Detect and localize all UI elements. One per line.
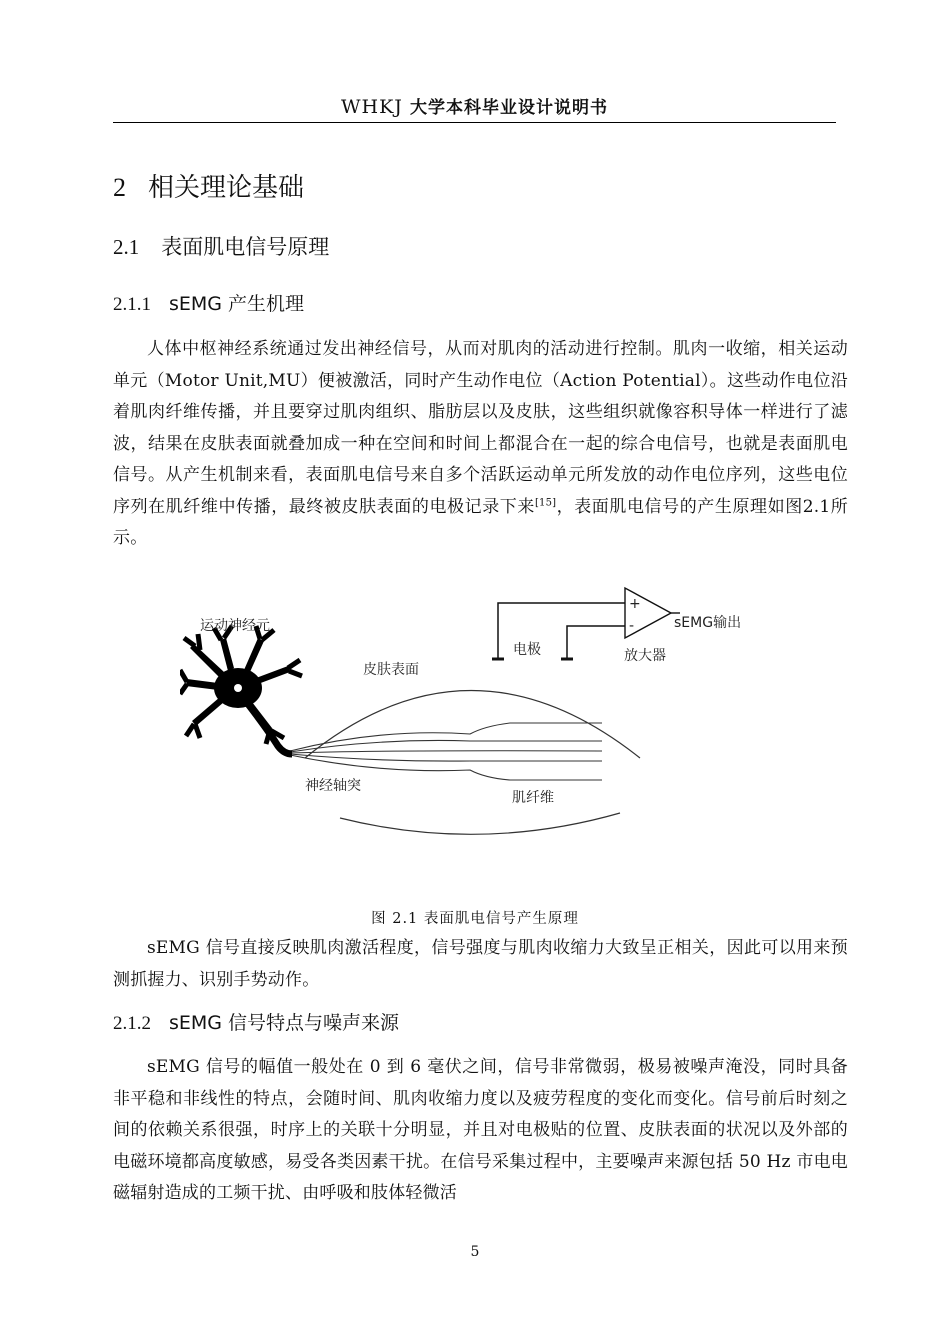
paragraph-text: sEMG 信号直接反映肌肉激活程度，信号强度与肌肉收缩力大致呈正相关，因此可以用来预测抓握力、识别手势动作。 (113, 938, 848, 990)
muscle-bottom-arc (340, 813, 620, 834)
label-motor-neuron: 运动神经元 (200, 618, 270, 634)
subsection-heading-2 (113, 1009, 399, 1038)
header-prefix: WHKJ (341, 96, 403, 118)
figure-semg-principle (180, 578, 770, 878)
label-axon: 神经轴突 (305, 778, 361, 794)
amplifier-minus: - (629, 618, 635, 634)
paragraph-semg-application (113, 933, 848, 996)
figure-caption: 图 2.1 表面肌电信号产生原理 (371, 911, 579, 927)
skin-surface-arc (305, 691, 640, 759)
chapter-title: 相关理论基础 (148, 173, 305, 203)
label-semg-output: sEMG输出 (674, 615, 742, 631)
muscle-fibers (290, 723, 602, 780)
label-electrode: 电极 (513, 642, 541, 658)
subsection-number: 2.1.1 (113, 294, 151, 315)
subsection-title: sEMG 信号特点与噪声来源 (169, 1012, 400, 1034)
citation: [15] (534, 496, 557, 508)
semg-diagram (180, 578, 770, 878)
chapter-heading (113, 170, 304, 206)
paragraph-semg-mechanism (113, 334, 848, 555)
paragraph-semg-characteristics (113, 1052, 848, 1210)
label-muscle-fiber: 肌纤维 (512, 790, 554, 806)
neuron-nucleus (234, 684, 242, 692)
label-amplifier: 放大器 (624, 648, 666, 664)
subsection-title: sEMG 产生机理 (169, 293, 305, 315)
section-heading (113, 232, 329, 262)
amplifier-plus: + (629, 596, 641, 612)
paragraph-tail: ，表面肌电信号的产生原理如图2.1所示。 (113, 496, 848, 548)
page-header (113, 92, 836, 123)
header-title: 大学本科毕业设计说明书 (409, 98, 608, 118)
paragraph-text: sEMG 信号的幅值一般处在 0 到 6 毫伏之间，信号非常微弱，极易被噪声淹没，同时具备非平稳和非线性的特点，会随时间、肌肉收缩力度以及疲劳程度的变化而变化。信号前后时刻之间的依赖关系很强，时序上的关联十分明显，并且对电极贴的位置、皮肤表面的状况以及外部的电磁环境都高度敏感，易受各类因素干扰。在信号采集过程中，主要噪声来源包括 50 Hz 市电电磁辐射造成的工频干扰、由呼吸和肢体轻微活 (113, 1057, 848, 1203)
chapter-number: 2 (113, 173, 126, 202)
label-skin-surface: 皮肤表面 (363, 662, 419, 678)
electrodes (492, 603, 625, 659)
subsection-heading-1 (113, 290, 304, 319)
section-title: 表面肌电信号原理 (161, 235, 330, 259)
paragraph-text: 人体中枢神经系统通过发出神经信号，从而对肌肉的活动进行控制。肌肉一收缩，相关运动单元（Motor Unit,MU）便被激活，同时产生动作电位（Action Potential）。这些动作电位沿着肌肉纤维传播，并且要穿过肌肉组织、脂肪层以及皮肤，这些组织就像容积导体一样进行了滤波，结果在皮肤表面就叠加成一种在空间和时间上都混合在一起的综合电信号，也就是表面肌电信号。从产生机制来看，表面肌电信号来自多个活跃运动单元所发放的动作电位序列，这些电位序列在肌纤维中传播，最终被皮肤表面的电极记录下来 (113, 339, 848, 517)
page-number: 5 (470, 1244, 480, 1260)
section-number: 2.1 (113, 235, 140, 259)
subsection-number: 2.1.2 (113, 1013, 151, 1034)
